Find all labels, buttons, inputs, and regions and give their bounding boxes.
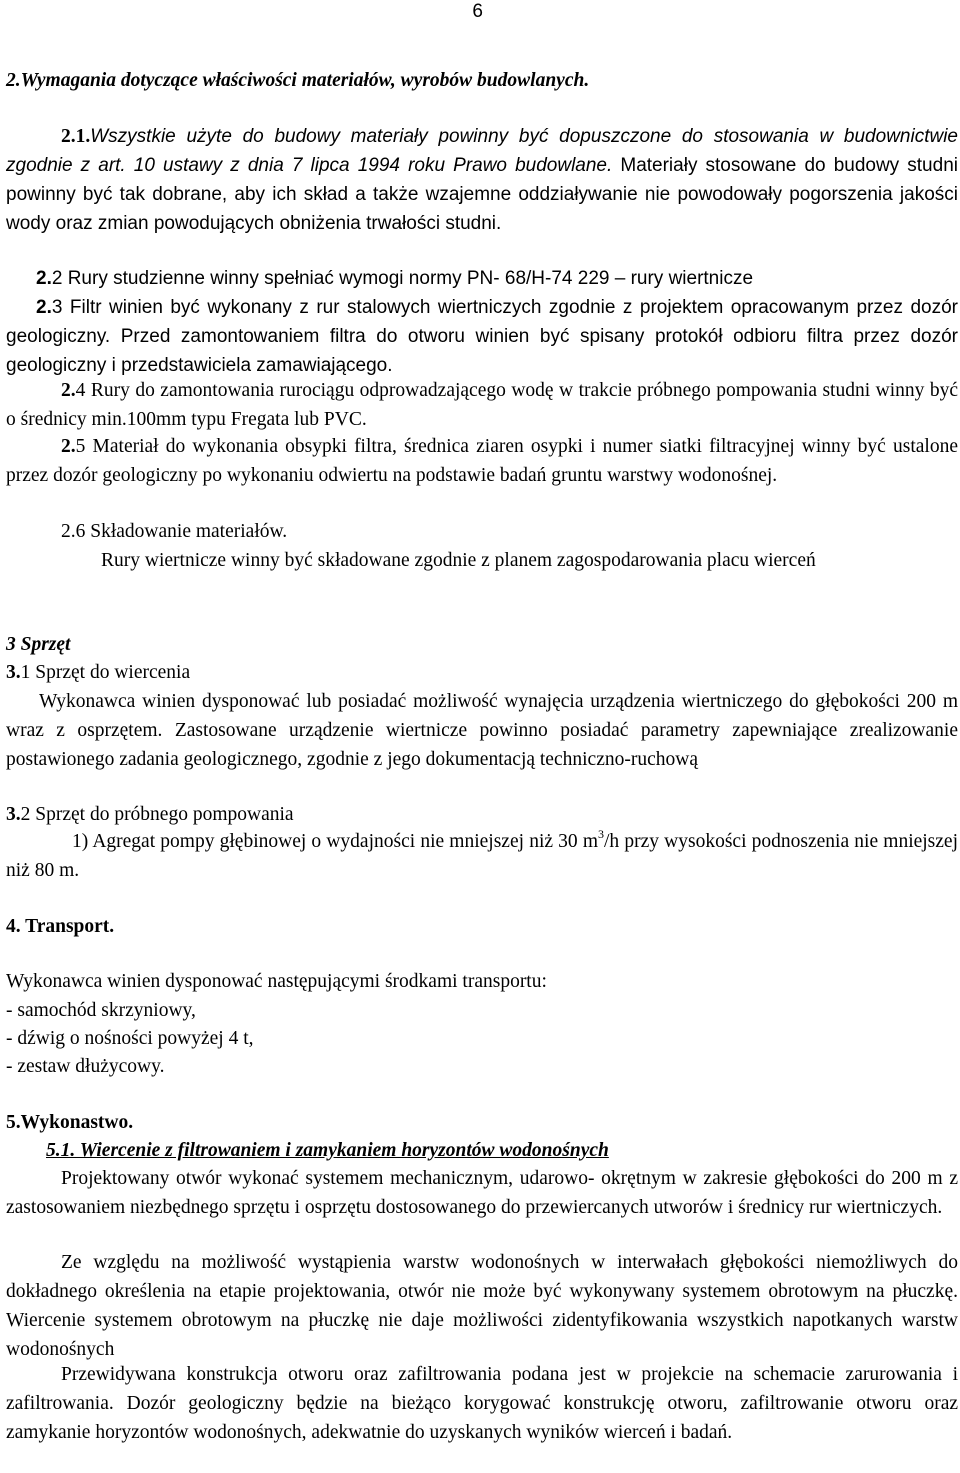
paragraph-2-1-italic: Wszystkie użyte do budowy materiały powinny być dopuszczone do stosowania w budownictwie zgodnie z art. 10 ustawy z dnia 7 lipca 1994 roku Prawo budowlane.: [6, 126, 958, 176]
paragraph-3-1-title: [6, 658, 958, 687]
paragraph-2-1-text: Materiały stosowane do budowy studni powinny być tak dobrane, aby ich skład a także wzajemne oddziaływanie nie powodowały pogorszenia jakości wody oraz zmian powodujących obniżenia trwałości studni.: [6, 155, 958, 234]
paragraph-3-2-body-a: 1) Agregat pompy głębinowej o wydajności nie mniejszej niż 30 m: [72, 831, 599, 852]
section-5-1-heading: 5.1. Wiercenie z filtrowaniem i zamykaniem horyzontów wodonośnych: [46, 1140, 609, 1161]
paragraph-2-2-text: 2 Rury studzienne winny spełniać wymogi normy PN- 68/H-74 229 – rury wiertnicze: [51, 268, 754, 289]
section-5-paragraph-1-text: Projektowany otwór wykonać systemem mechanicznym, udarowo- okrętnym w zakresie głębokości do 200 m z zastosowaniem niezbędnego sprzętu i osprzętu dostosowanego do przewiercanych utworów i średnicy rur wiertniczych.: [6, 1168, 958, 1218]
paragraph-2-3-text-b: Przed zamontowaniem filtra do otworu winien być spisany protokół odbioru filtra przez dozór geologiczny i przedstawiciela zamawiającego.: [6, 326, 958, 376]
paragraph-2-5: [6, 432, 958, 490]
paragraph-3-1-body-text: Wykonawca winien dysponować lub posiadać możliwość wynajęcia urządzenia wiertniczego do głębokości 200 m wraz z osprzętem. Zastosowane urządzenie wiertnicze powinno posiadać parametry zapewniające zrealizowanie postawionego zadania geologicznego, zgodnie z jego dokumentacją techniczno-ruchową: [6, 691, 958, 770]
transport-item: - dźwig o nośności powyżej 4 t,: [6, 1028, 254, 1049]
paragraph-3-2-superscript: 3: [598, 827, 605, 841]
paragraph-3-1-body: [6, 687, 958, 774]
paragraph-3-2-body: [6, 827, 958, 885]
section-5-paragraph-2: [6, 1248, 958, 1364]
paragraph-2-4: [6, 376, 958, 434]
paragraph-3-1-number: 3.: [6, 662, 21, 683]
paragraph-2-6-body: [6, 546, 958, 575]
paragraph-3-2-title: [6, 800, 958, 829]
paragraph-2-4-number: 2.: [61, 380, 76, 401]
paragraph-2-1: [6, 122, 958, 238]
paragraph-2-3-number: 2.: [36, 297, 52, 318]
paragraph-2-1-number: 2.1.: [61, 126, 91, 147]
paragraph-2-2: [6, 264, 958, 293]
paragraph-3-2-title-text: 2 Sprzęt do próbnego pompowania: [20, 804, 294, 825]
transport-item: - samochód skrzyniowy,: [6, 1000, 196, 1021]
paragraph-2-6-title: 2.6 Składowanie materiałów.: [61, 521, 288, 542]
section-5-paragraph-3: [6, 1360, 958, 1447]
section-2-heading: 2.Wymagania dotyczące właściwości materiałów, wyrobów budowlanych.: [6, 70, 590, 91]
paragraph-3-2-number: 3.: [6, 804, 21, 825]
paragraph-2-3-text-a: 3 Filtr winien być wykonany z rur stalowych wiertniczych zgodnie z projektem opracowanym przez dozór geologiczny.: [6, 297, 958, 347]
paragraph-2-5-text: 5 Materiał do wykonania obsypki filtra, średnica ziaren osypki i numer siatki filtracyjnej winny być ustalone przez dozór geologiczny po wykonaniu odwiertu na podstawie badań gruntu warstwy wodonośnej.: [6, 436, 958, 486]
section-5-paragraph-2-text: Ze względu na możliwość wystąpienia warstw wodonośnych w interwałach głębokości niemożliwych do dokładnego określenia na etapie projektowania, otwór nie może być wykonywany systemem obrotowym na płuczkę. Wiercenie systemem obrotowym na płuczkę nie daje możliwości zidentyfikowania wszystkich napotkanych warstw wodonośnych: [6, 1252, 958, 1360]
transport-intro: Wykonawca winien dysponować następującymi środkami transportu:: [6, 971, 547, 992]
section-4-heading: 4. Transport.: [6, 916, 115, 937]
page-number: 6: [472, 1, 483, 22]
paragraph-2-4-text: 4 Rury do zamontowania rurociągu odprowadzającego wodę w trakcie próbnego pompowania studni winny być o średnicy min.100mm typu Fregata lub PVC.: [6, 380, 958, 430]
section-3-heading: 3 Sprzęt: [6, 634, 71, 655]
section-5-paragraph-1: [6, 1164, 958, 1222]
paragraph-2-2-number: 2.: [36, 268, 52, 289]
section-5-paragraph-3-text: Przewidywana konstrukcja otworu oraz zafiltrowania podana jest w projekcie na schemacie zarurowania i zafiltrowania. Dozór geologiczny będzie na bieżąco korygować konstrukcję otworu, zafiltrowanie otworu oraz zamykanie horyzontów wodonośnych, adekwatnie do uzyskanych wyników wierceń i badań.: [6, 1364, 958, 1443]
section-5-heading: 5.Wykonastwo.: [6, 1112, 134, 1133]
paragraph-2-6-body-text: Rury wiertnicze winny być składowane zgodnie z planem zagospodarowania placu wierceń: [101, 550, 816, 571]
paragraph-2-3: [6, 293, 958, 380]
paragraph-3-1-title-text: 1 Sprzęt do wiercenia: [20, 662, 191, 683]
paragraph-3-2-body-b: /h przy wysokości podnoszenia nie mniejszej niż 80 m.: [6, 831, 958, 881]
transport-item: - zestaw dłużycowy.: [6, 1056, 165, 1077]
paragraph-2-5-number: 2.: [61, 436, 76, 457]
